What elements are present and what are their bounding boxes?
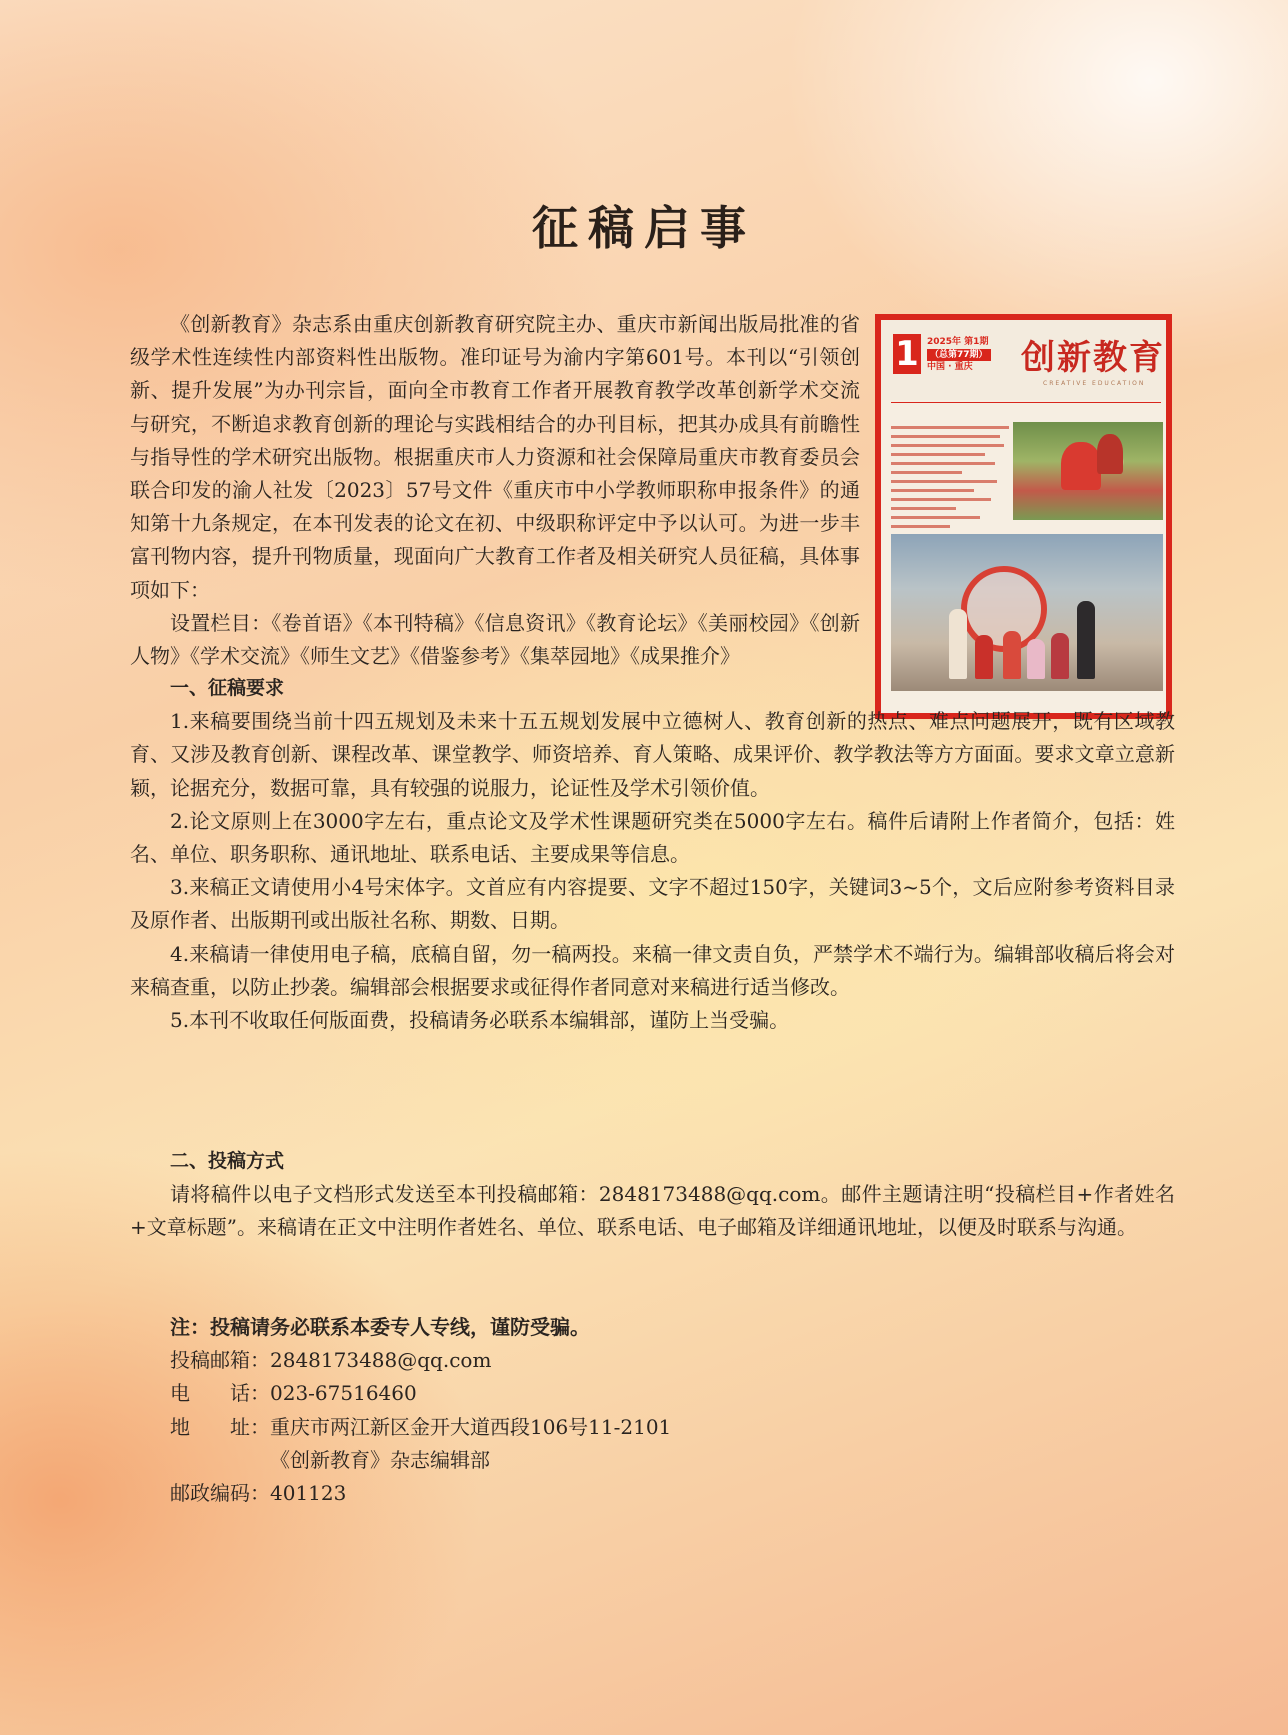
- issue-info: [927, 336, 991, 373]
- address-line: [130, 1411, 1175, 1444]
- requirement-item: 4.来稿请一律使用电子稿，底稿自留，勿一稿两投。来稿一律文责自负，严禁学术不端行为。编辑部收稿后将会对来稿查重，以防止抄袭。编辑部会根据要求或征得作者同意对来稿进行适当修改。: [130, 941, 1175, 999]
- requirement-item: 5.本刊不收取任何版面费，投稿请务必联系本编辑部，谨防上当受骗。: [170, 1008, 790, 1033]
- phone-label: 电 话：: [170, 1381, 270, 1406]
- address-label: 地 址：: [170, 1414, 270, 1439]
- submission-section: [130, 1145, 1175, 1245]
- email-value: 2848173488@qq.com: [270, 1348, 492, 1373]
- postcode-line: [130, 1477, 1175, 1510]
- cover-header: [881, 320, 1166, 400]
- phone-line: [130, 1377, 1175, 1410]
- requirement-item: 1.来稿要围绕当前十四五规划及未来十五五规划发展中立德树人、教育创新的热点、难点问题展开，既有区域教育、又涉及教育创新、课程改革、课堂教学、师资培养、育人策略、成果评价、教学教法等方方面面。要求文章立意新颖，论据充分，数据可靠，具有较强的说服力，论证性及学术引领价值。: [130, 709, 1175, 800]
- address-line-2: 《创新教育》杂志编辑部: [270, 1447, 490, 1472]
- submission-text: 请将稿件以电子文档形式发送至本刊投稿邮箱：2848173488@qq.com。邮件主题请注明“投稿栏目+作者姓名+文章标题”。来稿请在正文中注明作者姓名、单位、联系电话、电子邮箱及详细通讯地址，以便及时联系与沟通。: [130, 1182, 1175, 1240]
- requirement-item: 3.来稿正文请使用小4号宋体字。文首应有内容提要、文字不超过150字，关键词3~5个，文后应附参考资料目录及原作者、出版期刊或出版社名称、期数、日期。: [130, 875, 1175, 933]
- postcode-value: 401123: [270, 1481, 347, 1506]
- cover-photo-school: [891, 534, 1163, 691]
- issue-year: 2025年 第1期: [927, 337, 989, 347]
- submission-heading: 二、投稿方式: [170, 1150, 285, 1172]
- cover-divider: [891, 402, 1161, 403]
- page-title: 征稿启事: [532, 201, 756, 255]
- requirement-item: 2.论文原则上在3000字左右，重点论文及学术性课题研究类在5000字左右。稿件后请附上作者简介，包括：姓名、单位、职务职称、通讯地址、联系电话、主要成果等信息。: [130, 808, 1175, 867]
- cover-photo-garden: [1013, 422, 1163, 520]
- cover-headlines: [891, 426, 1009, 534]
- email-label: 投稿邮箱：: [170, 1348, 270, 1373]
- postcode-label: 邮政编码：: [170, 1481, 270, 1506]
- email-line: [130, 1344, 1175, 1377]
- magazine-english-name: CREATIVE EDUCATION: [1043, 380, 1146, 387]
- issue-number: 1: [893, 334, 921, 374]
- address-value: 重庆市两江新区金开大道西段106号11-2101: [270, 1414, 672, 1439]
- note-heading: 注：投稿请务必联系本委专人专线，谨防受骗。: [170, 1315, 590, 1339]
- phone-value: 023-67516460: [270, 1381, 417, 1406]
- columns-paragraph: 设置栏目：《卷首语》《本刊特稿》《信息资讯》《教育论坛》《美丽校园》《创新人物》《学术交流》《师生文艺》《借鉴参考》《集萃园地》《成果推介》: [130, 610, 860, 669]
- issue-place: 中国 · 重庆: [927, 362, 973, 372]
- requirements-section: [130, 672, 1175, 1037]
- requirements-heading: 一、征稿要求: [170, 677, 285, 699]
- magazine-name: 创新教育: [1021, 338, 1165, 378]
- intro-block: [130, 308, 860, 673]
- contact-note: [130, 1311, 1175, 1510]
- intro-paragraph: 《创新教育》杂志系由重庆创新教育研究院主办、重庆市新闻出版局批准的省级学术性连续性内部资料性出版物。准印证号为渝内字第601号。本刊以“引领创新、提升发展”为办刊宗旨，面向全市教育工作者开展教育教学改革创新学术交流与研究，不断追求教育创新的理论与实践相结合的办刊目标，把其办成具有前瞻性与指导性的学术研究出版物。根据重庆市人力资源和社会保障局重庆市教育委员会联合印发的渝人社发〔2023〕57号文件《重庆市中小学教师职称申报条件》的通知第十九条规定，在本刊发表的论文在初、中级职称评定中予以认可。为进一步丰富刊物内容，提升刊物质量，现面向广大教育工作者及相关研究人员征稿，具体事项如下：: [130, 312, 860, 602]
- issue-total: （总第77期）: [927, 349, 991, 361]
- magazine-cover: [875, 314, 1172, 719]
